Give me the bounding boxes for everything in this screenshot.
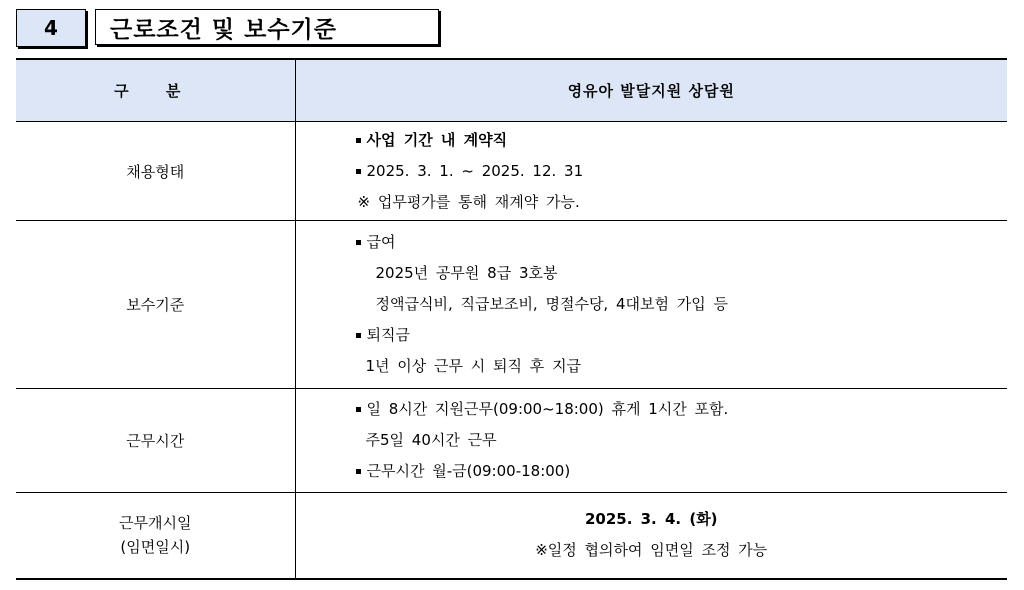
list-item: 2025. 3. 1. ~ 2025. 12. 31 bbox=[352, 156, 1008, 187]
start-date-text: 2025. 3. 4. (화) bbox=[584, 510, 718, 529]
working-conditions-table bbox=[16, 58, 1007, 580]
sub-item: 정액급식비, 직급보조비, 명절수당, 4대보험 가입 등 bbox=[375, 295, 728, 313]
section-number: 4 bbox=[16, 9, 86, 47]
section-title: 근로조건 및 보수기준 bbox=[95, 9, 439, 45]
bullet-icon bbox=[356, 240, 361, 245]
list-item: 근무시간 월-금(09:00-18:00) bbox=[352, 456, 1008, 487]
row-label: 근무시간 bbox=[16, 389, 295, 493]
bullet-icon bbox=[356, 138, 361, 143]
note-text: ※ 업무평가를 통해 재계약 가능. bbox=[357, 192, 580, 211]
table-row-pay-standard bbox=[16, 221, 1007, 389]
sub-item: 1년 이상 근무 시 퇴직 후 지급 bbox=[365, 357, 582, 375]
list-item: 사업 기간 내 계약직 bbox=[352, 125, 1008, 156]
row-label: 근무개시일 (임면일시) bbox=[16, 493, 295, 579]
list-item: 급여 bbox=[352, 227, 1008, 258]
row-content bbox=[295, 122, 1007, 221]
table-row-working-hours bbox=[16, 389, 1007, 493]
row-content bbox=[295, 389, 1007, 493]
row-content bbox=[295, 493, 1007, 579]
bullet-icon bbox=[356, 469, 361, 474]
sub-item: 주5일 40시간 근무 bbox=[365, 431, 497, 449]
sub-item: 2025년 공무원 8급 3호봉 bbox=[375, 264, 558, 282]
table-header-row bbox=[16, 59, 1007, 122]
note-text: ※일정 협의하여 임면일 조정 가능 bbox=[535, 541, 768, 560]
table-row-employment-type bbox=[16, 122, 1007, 221]
bullet-icon bbox=[356, 333, 361, 338]
bullet-icon bbox=[356, 407, 361, 412]
header-position: 영유아 발달지원 상담원 bbox=[295, 59, 1007, 122]
list-item: 일 8시간 지원근무(09:00~18:00) 휴게 1시간 포함. bbox=[352, 394, 1008, 425]
list-item: 퇴직금 bbox=[352, 320, 1008, 351]
table-row-start-date bbox=[16, 493, 1007, 579]
header-category: 구 분 bbox=[16, 59, 295, 122]
bullet-icon bbox=[356, 169, 361, 174]
row-content bbox=[295, 221, 1007, 389]
row-label: 보수기준 bbox=[16, 221, 295, 389]
row-label: 채용형태 bbox=[16, 122, 295, 221]
